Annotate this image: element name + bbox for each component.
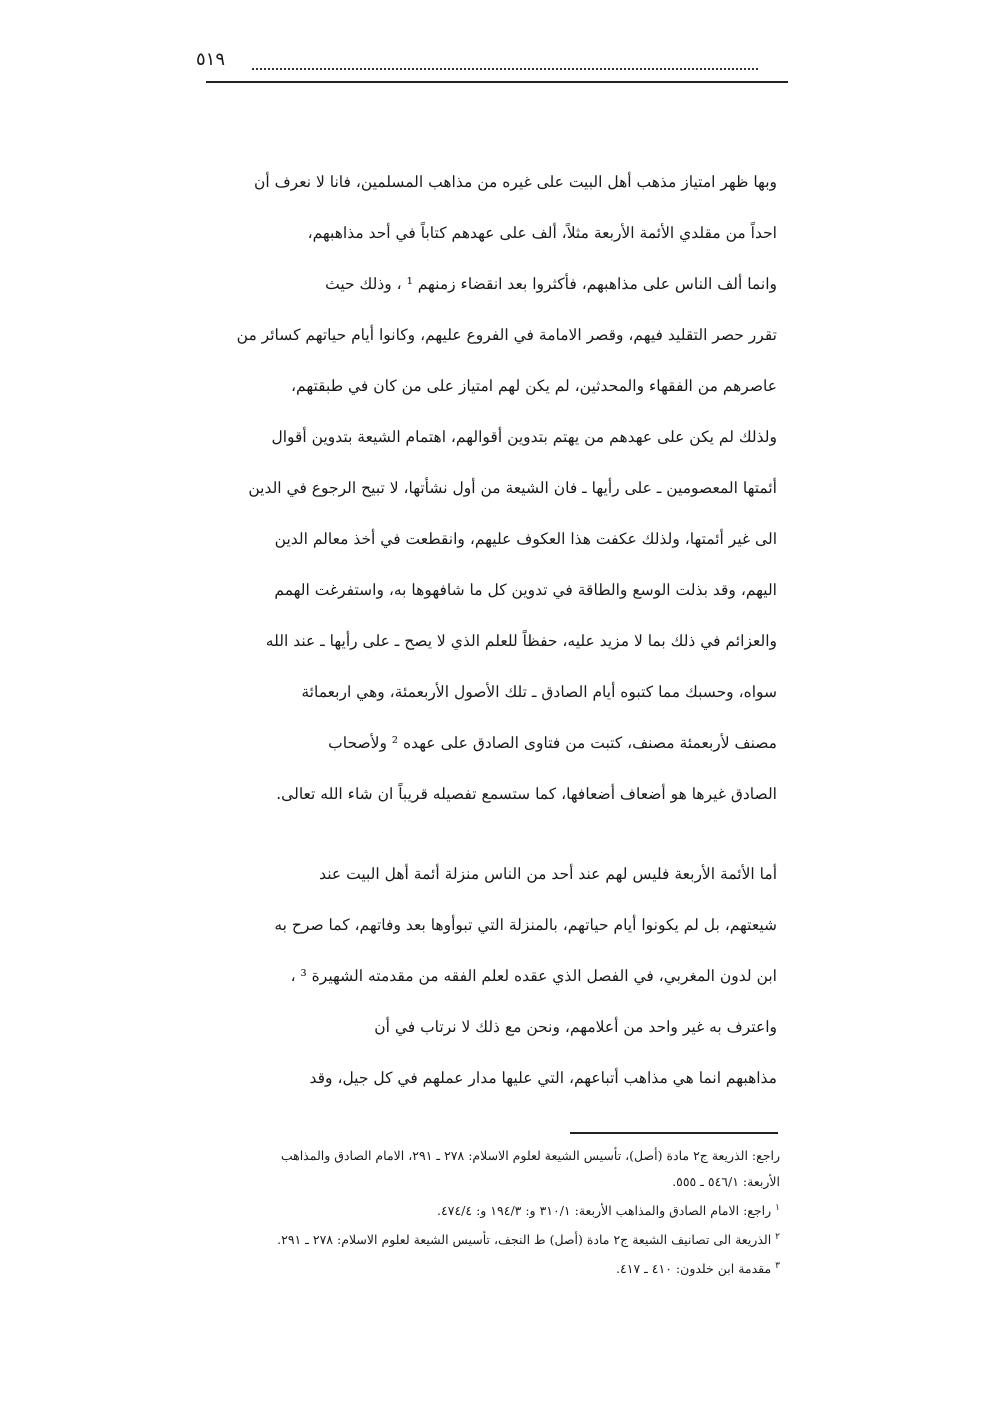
text-line: وبها ظهر امتياز مذهب أهل البيت على غيره من مذاهب المسلمين، فانا لا نعرف أن xyxy=(254,173,777,191)
footnote-text: راجع: الامام الصادق والمذاهب الأربعة: ٣١٠/١ و: ١٩٤/٣ و: ٤٧٤/٤. xyxy=(437,1203,776,1219)
text-line: تقرر حصر التقليد فيهم، وقصر الامامة في الفروع عليهم، وكانوا أيام حياتهم كسائر من xyxy=(236,326,777,344)
footnote-separator xyxy=(570,1132,778,1134)
text-line: أئمتها المعصومين ـ على رأيها ـ فان الشيعة من أول نشأتها، لا تبيح الرجوع في الدين xyxy=(248,479,777,497)
footnote-marker: ٣ xyxy=(775,1261,780,1272)
text-line: مذاهبهم انما هي مذاهب أتباعهم، التي عليها مدار عملهم في كل جيل، وقد xyxy=(309,1069,777,1087)
text-line: شيعتهم، بل لم يكونوا أيام حياتهم، بالمنزلة التي تبوأوها بعد وفاتهم، كما صرح به xyxy=(274,916,777,934)
footnote-general-line-1: راجع: الذريعة ج٢ مادة (أصل)، تأسيس الشيعة لعلوم الاسلام: ٢٧٨ ـ ٢٩١، الامام الصادق والمذاهب xyxy=(280,1148,780,1163)
text-line: مصنف لأربعمئة مصنف، كتبت من فتاوى الصادق على عهده ² ولأصحاب xyxy=(328,734,777,752)
footnote-1 xyxy=(222,1195,780,1224)
text-line: الى غير أئمتها، ولذلك عكفت هذا العكوف عليهم، وانقطعت في أخذ معالم الدين xyxy=(274,530,777,548)
paragraph-1 xyxy=(232,165,777,828)
text-line: ولذلك لم يكن على عهدهم من يهتم بتدوين أقوالهم، اهتمام الشيعة بتدوين أقوال xyxy=(271,428,777,446)
header-dotted-leader xyxy=(252,58,758,70)
header-rule xyxy=(206,81,788,83)
footnote-marker: ١ xyxy=(775,1203,780,1213)
text-line: اليهم، وقد بذلت الوسع والطاقة في تدوين كل ما شافهوها به، واستفرغت الهمم xyxy=(274,581,777,599)
footnote-text: الذريعة الى تصانيف الشيعة ج٢ مادة (أصل) ط النجف، تأسيس الشيعة لعلوم الاسلام: ٢٧٨ ـ ٢٩١. xyxy=(277,1232,776,1248)
footnote-text: مقدمة ابن خلدون: ٤١٠ ـ ٤١٧. xyxy=(616,1261,776,1277)
text-line: واعترف به غير واحد من أعلامهم، ونحن مع ذلك لا نرتاب في أن xyxy=(374,1018,777,1036)
footnotes xyxy=(222,1143,780,1282)
text-line: وانما ألف الناس على مذاهبهم، فأكثروا بعد انقضاء زمنهم ¹ ، وذلك حيث xyxy=(325,275,777,293)
text-line: سواه، وحسبك مما كتبوه أيام الصادق ـ تلك الأصول الأربعمئة، وهي اربعمائة xyxy=(301,683,777,701)
page-number: ٥١٩ xyxy=(196,49,226,70)
text-line: أما الأئمة الأربعة فليس لهم عند أحد من الناس منزلة أئمة أهل البيت عند xyxy=(319,865,777,883)
text-line: احداً من مقلدي الأئمة الأربعة مثلاً، ألف على عهدهم كتاباً في أحد مذاهبهم، xyxy=(307,224,777,242)
text-line: ابن لدون المغربي، في الفصل الذي عقده لعلم الفقه من مقدمته الشهيرة ³ ، xyxy=(290,967,777,985)
text-line: عاصرهم من الفقهاء والمحدثين، لم يكن لهم امتياز على من كان في طبقتهم، xyxy=(291,377,777,395)
footnote-marker: ٢ xyxy=(775,1232,780,1243)
footnote-2 xyxy=(222,1224,780,1253)
text-line: الصادق غيرها هو أضعاف أضعافها، كما ستسمع تفصيله قريباً ان شاء الله تعالى. xyxy=(276,785,777,803)
footnote-3 xyxy=(222,1253,780,1282)
paragraph-2 xyxy=(232,857,777,1112)
text-line: والعزائم في ذلك بما لا مزيد عليه، حفظاً للعلم الذي لا يصح ـ على رأيها ـ عند الله xyxy=(265,632,777,650)
footnote-general-line-2: الأربعة: ٥٤٦/١ ـ ٥٥٥. xyxy=(672,1174,780,1189)
